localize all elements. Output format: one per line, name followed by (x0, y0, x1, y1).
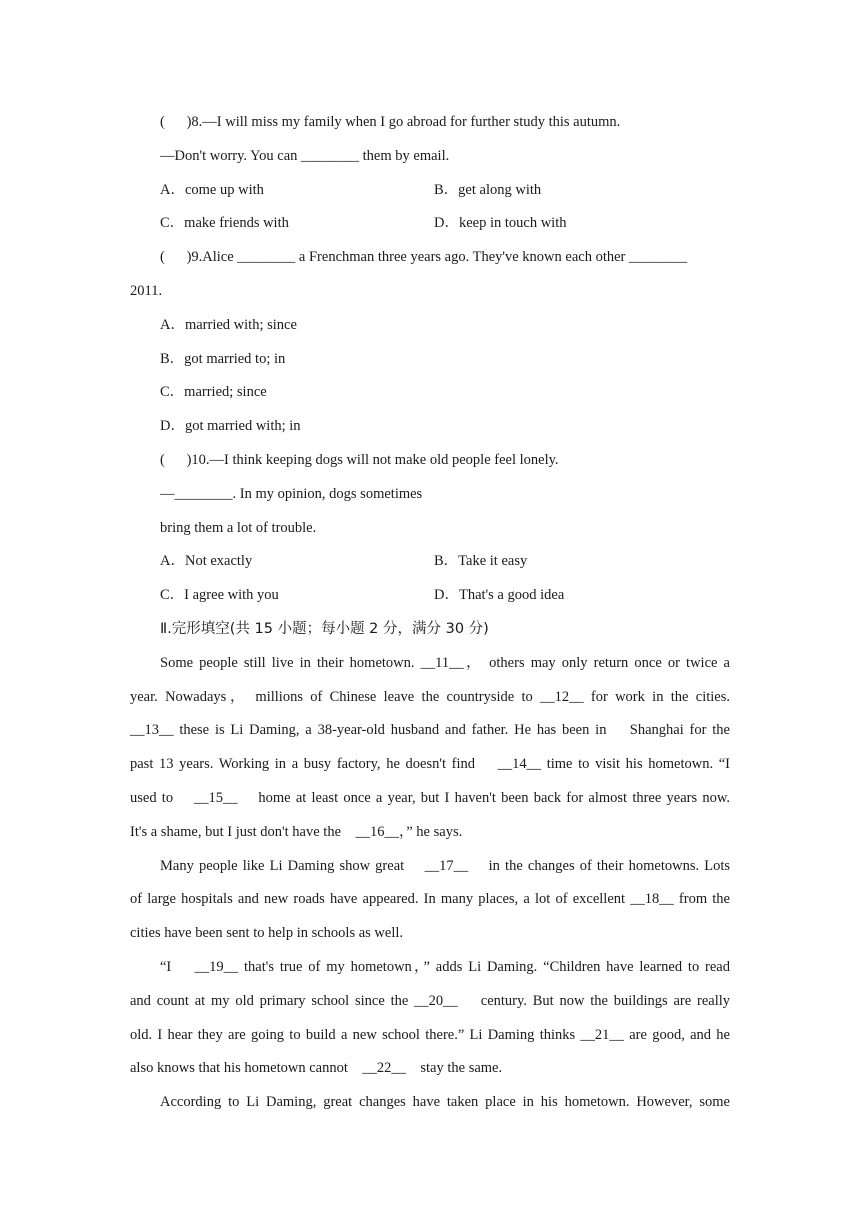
option-d: D．got married with; in (160, 418, 301, 435)
option-a: A．married with; since (160, 316, 297, 333)
question-9-stem-cont: 2011. (130, 282, 163, 299)
passage-line: and count at my old primary school since the __20__ century. But now the buildings are really (130, 992, 730, 1009)
question-8-options-row-1 (130, 176, 730, 210)
option-b: B．get along with (434, 181, 542, 198)
passage-line: Some people still live in their hometown. __11__， others may only return once or twice a (160, 654, 730, 671)
passage-line: also knows that his hometown cannot __22__ stay the same. (130, 1060, 503, 1077)
passage-line: It's a shame, but I just don't have the __16__，” he says. (130, 823, 463, 840)
question-10-reply: —________. In my opinion, dogs sometimes (160, 485, 423, 502)
option-a: A．Not exactly (160, 553, 253, 570)
passage-line: of large hospitals and new roads have appeared. In many places, a lot of excellent __18__ from the (130, 891, 730, 908)
option-c: C．married; since (160, 384, 267, 401)
question-9-stem: ( )9.Alice ________ a Frenchman three years ago. They've known each other ________ (160, 249, 688, 266)
option-d: D．That's a good idea (434, 587, 565, 604)
question-8-reply: —Don't worry. You can ________ them by email. (160, 147, 450, 164)
passage-line: __13__ these is Li Daming, a 38-year-old husband and father. He has been in Shanghai for the (130, 722, 730, 739)
question-10-stem: ( )10.—I think keeping dogs will not make old people feel lonely. (160, 451, 559, 468)
question-10-options-row-1 (130, 547, 730, 581)
passage-line: past 13 years. Working in a busy factory, he doesn't find __14__ time to visit his hometown. “I (130, 756, 730, 773)
question-8-options-row-2 (130, 209, 730, 243)
option-c: C．I agree with you (160, 587, 279, 604)
question-10-options-row-2 (130, 581, 730, 615)
question-8-stem: ( )8.—I will miss my family when I go abroad for further study this autumn. (160, 114, 621, 130)
option-d: D．keep in touch with (434, 215, 567, 232)
option-b: B．got married to; in (160, 350, 286, 367)
passage-line: used to __15__ home at least once a year, but I haven't been back for almost three years now. (130, 789, 730, 806)
passage-line: “I __19__ that's true of my hometown，” adds Li Daming. “Children have learned to read (160, 958, 730, 975)
passage-line: year. Nowadays， millions of Chinese leave the countryside to __12__ for work in the cities. (130, 688, 730, 705)
question-10-reply-cont: bring them a lot of trouble. (160, 519, 317, 536)
option-b: B．Take it easy (434, 553, 528, 570)
passage-line: cities have been sent to help in schools as well. (130, 925, 404, 942)
passage-line: old. I hear they are going to build a new school there.” Li Daming thinks __21__ are good, and he (130, 1026, 730, 1043)
exam-page (130, 108, 730, 1122)
passage-line: According to Li Daming, great changes have taken place in his hometown. However, some (160, 1094, 730, 1111)
section-2-title: Ⅱ.完形填空(共 15 小题；每小题 2 分，满分 30 分) (160, 620, 489, 637)
option-a: A．come up with (160, 181, 264, 198)
option-c: C．make friends with (160, 215, 289, 232)
passage-line: Many people like Li Daming show great __17__ in the changes of their hometowns. Lots (160, 857, 730, 874)
